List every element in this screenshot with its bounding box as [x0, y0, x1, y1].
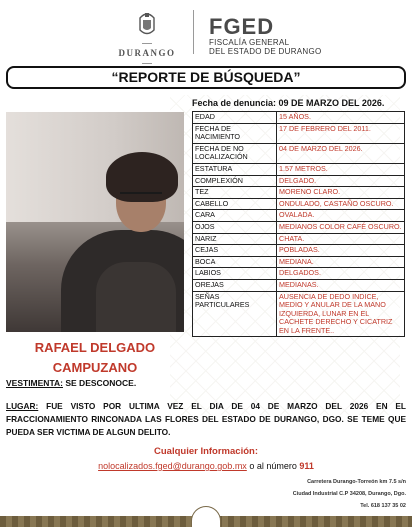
detail-label: NARIZ: [193, 233, 277, 245]
description-table: [192, 111, 405, 337]
clothing: [6, 378, 136, 388]
location-label: LUGAR:: [6, 401, 39, 411]
address-line1: Carretera Durango-Torreón km 7.5 s/n: [307, 479, 406, 485]
detail-value: MEDIANA.: [277, 256, 405, 268]
contact-title: Cualquier Información:: [154, 446, 258, 457]
header-divider: [193, 10, 194, 54]
detail-label: CEJAS: [193, 245, 277, 257]
detail-label: CARA: [193, 210, 277, 222]
detail-row: [193, 268, 405, 280]
contact-connector: o al número: [249, 461, 297, 471]
detail-row: [193, 187, 405, 199]
detail-row: [193, 233, 405, 245]
clothing-label: VESTIMENTA:: [6, 378, 63, 388]
detail-value: ONDULADO, CASTAÑO OSCURO.: [277, 198, 405, 210]
person-name: [6, 338, 184, 378]
agency-name-line2: DEL ESTADO DE DURANGO: [209, 47, 322, 56]
detail-value: MORENO CLARO.: [277, 187, 405, 199]
report-title: “REPORTE DE BÚSQUEDA”: [6, 66, 406, 89]
detail-row: [193, 163, 405, 175]
detail-value: OVALADA.: [277, 210, 405, 222]
contact-line: [0, 461, 412, 471]
detail-value: 15 AÑOS.: [277, 112, 405, 124]
address-phone: Tel. 618 137 35 02: [360, 503, 406, 509]
detail-row: [193, 143, 405, 163]
detail-value: DELGADO.: [277, 175, 405, 187]
person-photo: [6, 112, 184, 332]
agency-acronym: FGED: [209, 14, 275, 39]
contact-email-link[interactable]: nolocalizados.fged@durango.gob.mx: [98, 461, 247, 471]
durango-logo-text: DURANGO: [112, 38, 182, 68]
detail-value: MEDIANAS.: [277, 279, 405, 291]
detail-label: FECHA DE NACIMIENTO: [193, 123, 277, 143]
location-text: FUE VISTO POR ULTIMA VEZ EL DIA DE 04 DE MARZO DEL 2026 EN EL FRACCIONAMIENTO RINCONADA LAS FLORES DEL ESTADO DE DURANGO, DGO. SE TEME QUE PUEDA SER VICTIMA DE ALGUN DELITO.: [6, 401, 407, 437]
detail-label: OJOS: [193, 221, 277, 233]
detail-value: AUSENCIA DE DEDO INDICE, MEDIO Y ANULAR DE LA MANO IZQUIERDA, LUNAR EN EL CACHETE DERECHO Y CICATRIZ EN LA FRENTE..: [277, 291, 405, 337]
detail-label: FECHA DE NO LOCALIZACIÓN: [193, 143, 277, 163]
detail-label: EDAD: [193, 112, 277, 124]
complaint-date-label: Fecha de denuncia:: [192, 98, 277, 108]
agency-name-line1: FISCALÍA GENERAL: [209, 38, 290, 47]
detail-label: CABELLO: [193, 198, 277, 210]
footer-seal-icon: [191, 506, 221, 527]
detail-label: SEÑAS PARTICULARES: [193, 291, 277, 337]
detail-label: BOCA: [193, 256, 277, 268]
last-seen-location: [6, 400, 406, 439]
detail-value: 04 DE MARZO DEL 2026.: [277, 143, 405, 163]
detail-label: LABIOS: [193, 268, 277, 280]
detail-row: [193, 221, 405, 233]
detail-row: [193, 112, 405, 124]
detail-row: [193, 291, 405, 337]
person-name-line2: CAMPUZANO: [52, 360, 138, 375]
detail-value: POBLADAS.: [277, 245, 405, 257]
address-line2: Ciudad Industrial C.P 34208, Durango, Dgo.: [292, 491, 406, 497]
detail-row: [193, 279, 405, 291]
detail-label: TEZ: [193, 187, 277, 199]
detail-label: COMPLEXIÓN: [193, 175, 277, 187]
detail-value: CHATA.: [277, 233, 405, 245]
detail-value: MEDIANOS COLOR CAFÉ OSCURO.: [277, 221, 405, 233]
detail-row: [193, 245, 405, 257]
clothing-value: SE DESCONOCE.: [65, 378, 137, 388]
detail-row: [193, 198, 405, 210]
contact-phone-number: 911: [299, 461, 314, 471]
detail-value: DELGADOS.: [277, 268, 405, 280]
detail-value: 1.57 METROS.: [277, 163, 405, 175]
detail-value: 17 DE FEBRERO DEL 2011.: [277, 123, 405, 143]
complaint-date-value: 09 DE MARZO DEL 2026.: [278, 98, 385, 108]
detail-row: [193, 256, 405, 268]
complaint-date: [192, 98, 384, 108]
detail-row: [193, 123, 405, 143]
durango-logo: [112, 10, 182, 56]
detail-label: OREJAS: [193, 279, 277, 291]
header: [0, 0, 412, 62]
durango-seal-icon: [136, 10, 158, 38]
person-name-line1: RAFAEL DELGADO: [34, 340, 156, 355]
detail-row: [193, 210, 405, 222]
detail-label: ESTATURA: [193, 163, 277, 175]
detail-row: [193, 175, 405, 187]
